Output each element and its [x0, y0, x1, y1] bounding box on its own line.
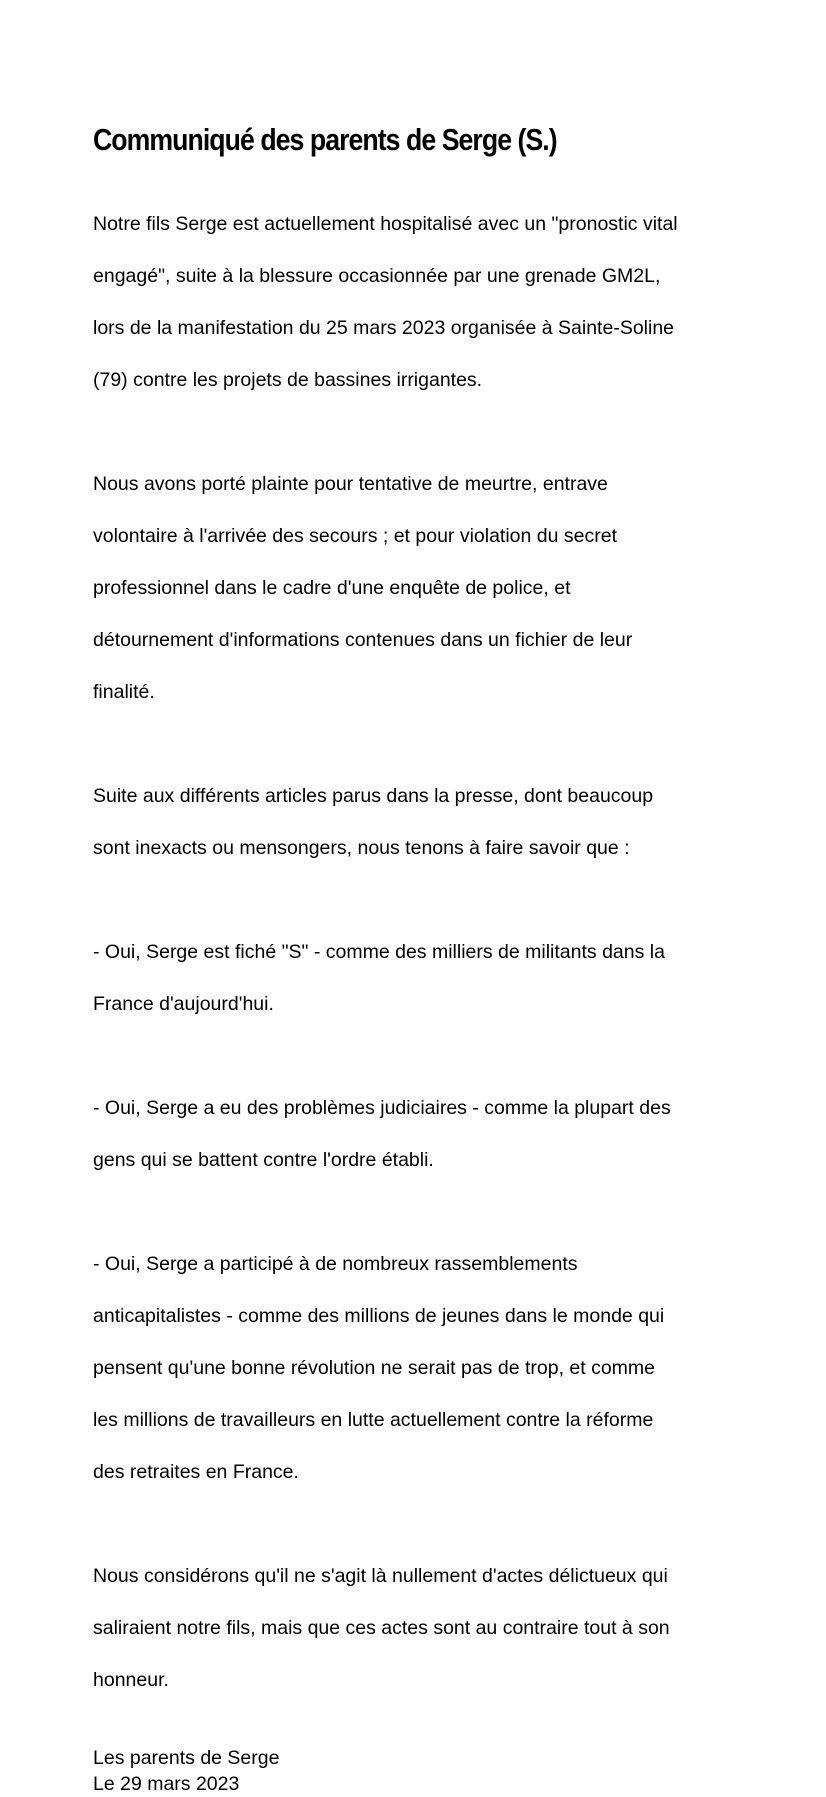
signature-date: Le 29 mars 2023 — [93, 1773, 240, 1795]
paragraph-plainte — [93, 445, 753, 731]
paragraph-judiciaire — [93, 1069, 753, 1199]
paragraph-presse — [93, 757, 753, 887]
text-line: gens qui se battent contre l'ordre établi. — [93, 1149, 434, 1171]
text-line: Notre fils Serge est actuellement hospitalisé avec un "pronostic vital — [93, 213, 678, 235]
text-line: volontaire à l'arrivée des secours ; et pour violation du secret — [93, 525, 617, 547]
document-page — [93, 120, 753, 1797]
text-line: engagé", suite à la blessure occasionnée par une grenade GM2L, — [93, 265, 661, 287]
text-line: professionnel dans le cadre d'une enquête de police, et — [93, 577, 571, 599]
text-line: les millions de travailleurs en lutte actuellement contre la réforme — [93, 1409, 654, 1431]
paragraph-hospitalisation — [93, 185, 753, 419]
text-line: finalité. — [93, 681, 155, 703]
text-line: sont inexacts ou mensongers, nous tenons à faire savoir que : — [93, 837, 630, 859]
text-line: lors de la manifestation du 25 mars 2023 organisée à Sainte-Soline — [93, 317, 675, 339]
text-line: Suite aux différents articles parus dans la presse, dont beaucoup — [93, 785, 654, 807]
paragraph-rassemblements — [93, 1225, 753, 1511]
text-line: des retraites en France. — [93, 1461, 299, 1483]
text-line: Nous considérons qu'il ne s'agit là nullement d'actes délictueux qui — [93, 1565, 668, 1587]
text-line: Nous avons porté plainte pour tentative de meurtre, entrave — [93, 473, 608, 495]
signature-block — [93, 1745, 753, 1797]
text-line: - Oui, Serge a eu des problèmes judiciaires - comme la plupart des — [93, 1097, 671, 1119]
text-line: - Oui, Serge a participé à de nombreux rassemblements — [93, 1253, 578, 1275]
text-line: anticapitalistes - comme des millions de jeunes dans le monde qui — [93, 1305, 665, 1327]
text-line: (79) contre les projets de bassines irrigantes. — [93, 369, 483, 391]
text-line: détournement d'informations contenues dans un fichier de leur — [93, 629, 633, 651]
paragraph-fiche-s — [93, 913, 753, 1043]
text-line: France d'aujourd'hui. — [93, 993, 274, 1015]
text-line: honneur. — [93, 1669, 169, 1691]
text-line: pensent qu'une bonne révolution ne serait pas de trop, et comme — [93, 1357, 656, 1379]
text-line: saliraient notre fils, mais que ces actes sont au contraire tout à son — [93, 1617, 670, 1639]
paragraph-conclusion — [93, 1537, 753, 1719]
document-title: Communiqué des parents de Serge (S.) — [93, 122, 557, 157]
signature-author: Les parents de Serge — [93, 1747, 280, 1769]
text-line: - Oui, Serge est fiché "S" - comme des milliers de militants dans la — [93, 941, 665, 963]
